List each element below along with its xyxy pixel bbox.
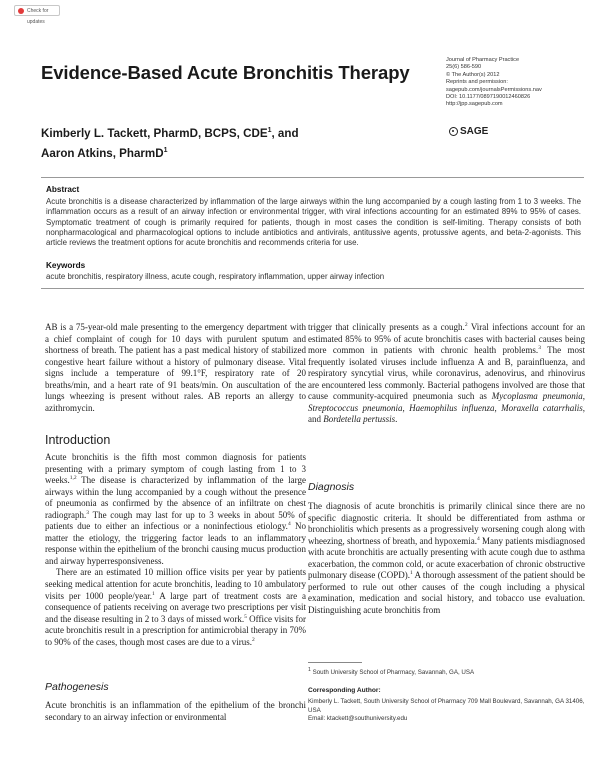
article-title: Evidence-Based Acute Bronchitis Therapy xyxy=(41,62,410,83)
diagnosis-paragraph: The diagnosis of acute bronchitis is primarily clinical since there are no specific diagnostic criteria. It should be differentiated from asthma or bronchiolitis which presents as a progressively worsening cough along with wheezing, shortness of breath, and hypoxemia.$^4$ Many patients misdiagnosed with acute bronchitis are actually presenting with acute cough due to asthma exacerbation, the common cold, or acute exacerbation of chronic obstructive pulmonary disease (COPD).$^1$ A thorough assessment of the patient should be performed to rule out other causes of the cough including a physical examination, medication and social history, and tobacco use evaluation. Distinguishing acute bronchitis from xyxy=(308,501,586,615)
author-2-affiliation: 1 xyxy=(163,146,168,154)
corresponding-author-email: Email: ktackett@southuniversity.edu xyxy=(308,715,408,723)
pathogenesis-heading: Pathogenesis xyxy=(45,681,109,693)
abstract-text: Acute bronchitis is a disease characterized by inflammation of the large airways within the lung accompanied by a cough lasting from 1 to 3 weeks. The inflammation occurs as a result of an airway infection or environmental trigger, with viral infections accounting for an estimated 89% to 95% of cases. Symptomatic treatment of cough is primarily required for patients, though in most cases the condition is self-limiting. Therapy consists of both nonpharmacological and pharmacological options to include antibiotics and antivirals, antitussive agents, protussive agents, and beta-2-agonists. This article reviews the treatment options for acute bronchitis and recommends criteria for use. xyxy=(46,197,581,248)
species-name: Haemophilus influenza xyxy=(409,402,495,413)
species-name: Bordetella pertussis xyxy=(323,414,396,425)
permissions-link[interactable]: sagepub.com/journalsPermissions.nav xyxy=(446,86,542,93)
crossmark-label: Check for updates xyxy=(27,8,49,25)
species-name: Moraxella catarrhalis xyxy=(501,402,583,413)
copyright: © The Author(s) 2012 xyxy=(446,71,500,78)
journal-info xyxy=(446,57,596,109)
introduction-section xyxy=(45,452,306,648)
corresponding-author-heading: Corresponding Author: xyxy=(308,687,381,694)
species-name: Mycoplasma pneumonia xyxy=(491,391,583,402)
author-2: Aaron Atkins, PharmD xyxy=(41,146,164,160)
author-1: Kimberly L. Tackett, PharmD, BCPS, CDE xyxy=(41,126,268,140)
author-1-affiliation: 1 xyxy=(267,127,272,134)
doi[interactable]: DOI: 10.1177/0897190012460826 xyxy=(446,94,531,101)
journal-volume: 25(6) 586-590 xyxy=(446,64,482,71)
pathogenesis-section xyxy=(45,700,306,723)
journal-name: Journal of Pharmacy Practice xyxy=(446,57,520,63)
keywords-heading: Keywords xyxy=(46,261,86,270)
reprints-label: Reprints and permission: xyxy=(446,79,508,86)
case-presentation xyxy=(45,322,306,414)
crossmark-badge[interactable] xyxy=(14,5,60,25)
keywords-text: acute bronchitis, respiratory illness, acute cough, respiratory inflammation, upper airway infection xyxy=(46,272,385,281)
affiliation-footnote: $^1$ South University School of Pharmacy, Savannah, GA, USA xyxy=(308,667,475,677)
crossmark-icon xyxy=(18,8,24,14)
introduction-heading: Introduction xyxy=(45,433,111,447)
publisher-name: SAGE xyxy=(460,126,489,137)
diagnosis-heading: Diagnosis xyxy=(308,481,355,493)
introduction-paragraph-1: Acute bronchitis is the fifth most common diagnosis for patients presenting with a primary symptom of cough lasting from 1 to 3 weeks.$^{1,2}$ The disease is characterized by inflammation of the large airways within the lung accompanied by a cough without the presence of pneumonia as confirmed by the absence of an infiltrate on chest radiograph.$^3$ The cough may last for up to 3 weeks in about 50% of patients due to either an infectious or a noninfectious etiology.$^4$ No matter the etiology, the triggering factor leads to an inflammatory response within the epithelium of the bronchi causing mucus production and airway hyperresponsiveness. xyxy=(45,452,307,566)
sage-logo-icon xyxy=(449,127,458,136)
introduction-paragraph-2: There are an estimated 10 million office visits per year by patients seeking medical attention for acute bronchitis, leading to 10 ambulatory visits per 1000 people/year.$^1$ A large part of treatment costs are a consequence of patients receiving on average two prescriptions per visit and the disease resulting in 2 to 3 days of missed work.$^5$ Office visits for acute bronchitis result in a prescription for antimicrobial therapy in 70% to 90% of the cases, though most cases are due to a virus.$^2$ xyxy=(45,567,307,647)
case-paragraph: AB is a 75-year-old male presenting to the emergency department with a chief complaint of cough for 10 days with purulent sputum and shortness of breath. The patient has a past medical history of stabilized congestive heart failure without a history of pulmonary disease. Vital signs include a temperature of 99.1°F, respiratory rate of 20 breaths/min, and a heart rate of 91 beats/min. On auscultation of the lungs wheezing is present without rales. AB reports an allergy to azithromycin. xyxy=(45,322,306,413)
pathogenesis-paragraph: Acute bronchitis is an inflammation of the epithelium of the bronchi secondary to an airway infection or environmental xyxy=(45,700,306,722)
corresponding-author-address: Kimberly L. Tackett, South University School of Pharmacy 709 Mall Boulevard, Savannah, GA 31406, USA xyxy=(308,698,585,714)
corresponding-author-details xyxy=(308,698,585,724)
publisher-logo xyxy=(449,126,488,137)
pathogenesis-continued xyxy=(308,322,585,426)
email-link[interactable]: ktackett@southuniversity.edu xyxy=(326,715,408,723)
author-list xyxy=(41,122,299,162)
species-name: Streptococcus pneumonia xyxy=(308,402,403,413)
author-joiner: , and xyxy=(271,126,299,140)
journal-url[interactable]: http://jpp.sagepub.com xyxy=(446,101,503,108)
footnote-divider xyxy=(308,662,362,663)
diagnosis-section xyxy=(308,501,585,616)
pathogenesis-paragraph-cont: trigger that clinically presents as a cough.$^2$ Viral infections account for an estimated 85% to 95% of acute bronchitis cases with bacterial causes being more common in patients with chronic health problems.$^3$ The most frequently isolated viruses include influenza A and B, parainfluenza, and respiratory syncytial virus, while coronavirus, adenovirus, and rhinovirus are encountered less commonly. Bacterial pathogens involved are those that cause community-acquired pneumonia such as Mycoplasma pneumonia, Streptococcus pneumonia, Haemophilus influenza, Moraxella catarrhalis, and Bordetella pertussis. xyxy=(308,322,586,425)
abstract-heading: Abstract xyxy=(46,185,80,194)
